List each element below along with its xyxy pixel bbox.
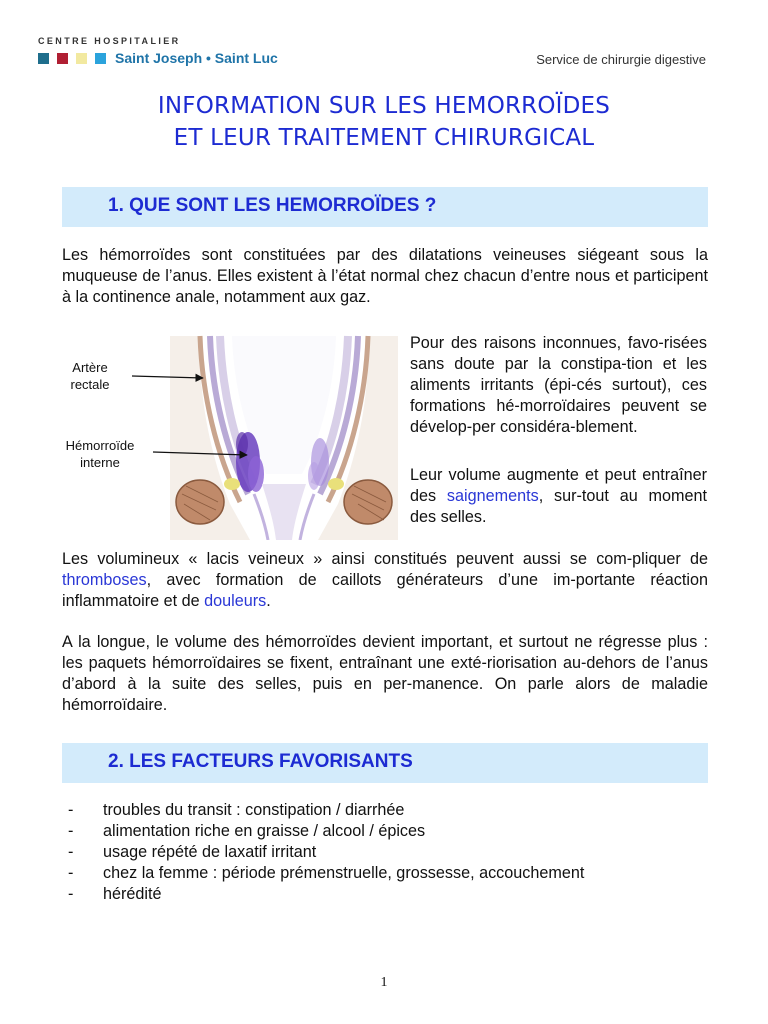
logo-top-text: CENTRE HOSPITALIER <box>38 36 181 46</box>
page-number: 1 <box>380 975 388 990</box>
label-hemorroide-interne: Hémorroïde interne <box>65 438 135 470</box>
section-1-paragraph-5: A la longue, le volume des hémorroïdes devient important, et surtout ne régresse plus : les paquets hémorroïdaires se fixent, entraînant une exté-riorisation au-dehors de l’anus d’abord à la suite des selles, puis en per-manence. On parle alors de maladie hémorroïdaire. <box>62 633 708 714</box>
link-douleurs: douleurs <box>204 592 267 610</box>
hospital-logo <box>38 36 278 66</box>
link-thromboses: thromboses <box>62 571 147 589</box>
label-artere-rectale: Artère rectale <box>70 360 110 392</box>
list-item: - chez la femme : période prémenstruelle, grossesse, accouchement <box>68 864 585 882</box>
logo-name-text: Saint Joseph • Saint Luc <box>115 50 278 66</box>
logo-square-4 <box>95 53 106 64</box>
list-item: - hérédité <box>68 885 162 903</box>
section-1-paragraph-1: Les hémorroïdes sont constituées par des dilatations veineuses siégeant sous la muqueuse de l’anus. Elles existent à l’état normal chez chacun d’entre nous et participent à la continence anale, notamment aux gaz. <box>62 246 708 306</box>
title-line-1: INFORMATION SUR LES HEMORROÏDES <box>157 93 611 119</box>
document-title <box>0 90 768 154</box>
logo-square-3 <box>76 53 87 64</box>
logo-square-1 <box>38 53 49 64</box>
list-item: - usage répété de laxatif irritant <box>68 843 317 861</box>
logo-square-2 <box>57 53 68 64</box>
section-1-paragraph-2: Pour des raisons inconnues, favo-risées sans doute par la constipa-tion et les aliments irritants (épi-cés surtout), ces formations hé-morroïdaires peuvent se dévelop-per considéra-blement. <box>410 334 707 436</box>
link-saignements: saignements <box>446 487 539 505</box>
list-item: - alimentation riche en graisse / alcool / épices <box>68 822 426 840</box>
anatomy-illustration <box>170 334 398 540</box>
section-1-paragraph-3: Leur volume augmente et peut entraîner des saignements, sur-tout au moment des selles. <box>410 466 707 526</box>
section-1-heading-band <box>62 187 708 227</box>
service-name: Service de chirurgie digestive <box>536 52 706 67</box>
section-2-heading: 2. LES FACTEURS FAVORISANTS <box>108 751 413 772</box>
section-1-paragraph-4: Les volumineux « lacis veineux » ainsi constitués peuvent aussi se com-pliquer de thromboses, avec formation de caillots générateurs d’une im-portante réaction inflammatoire et de douleurs. <box>62 550 708 610</box>
section-2-heading-band <box>62 743 708 783</box>
risk-factor-list <box>62 800 584 905</box>
section-1-heading: 1. QUE SONT LES HEMORROÏDES ? <box>108 195 437 216</box>
list-item: - troubles du transit : constipation / diarrhée <box>68 801 405 819</box>
title-line-2: ET LEUR TRAITEMENT CHIRURGICAL <box>173 125 595 151</box>
